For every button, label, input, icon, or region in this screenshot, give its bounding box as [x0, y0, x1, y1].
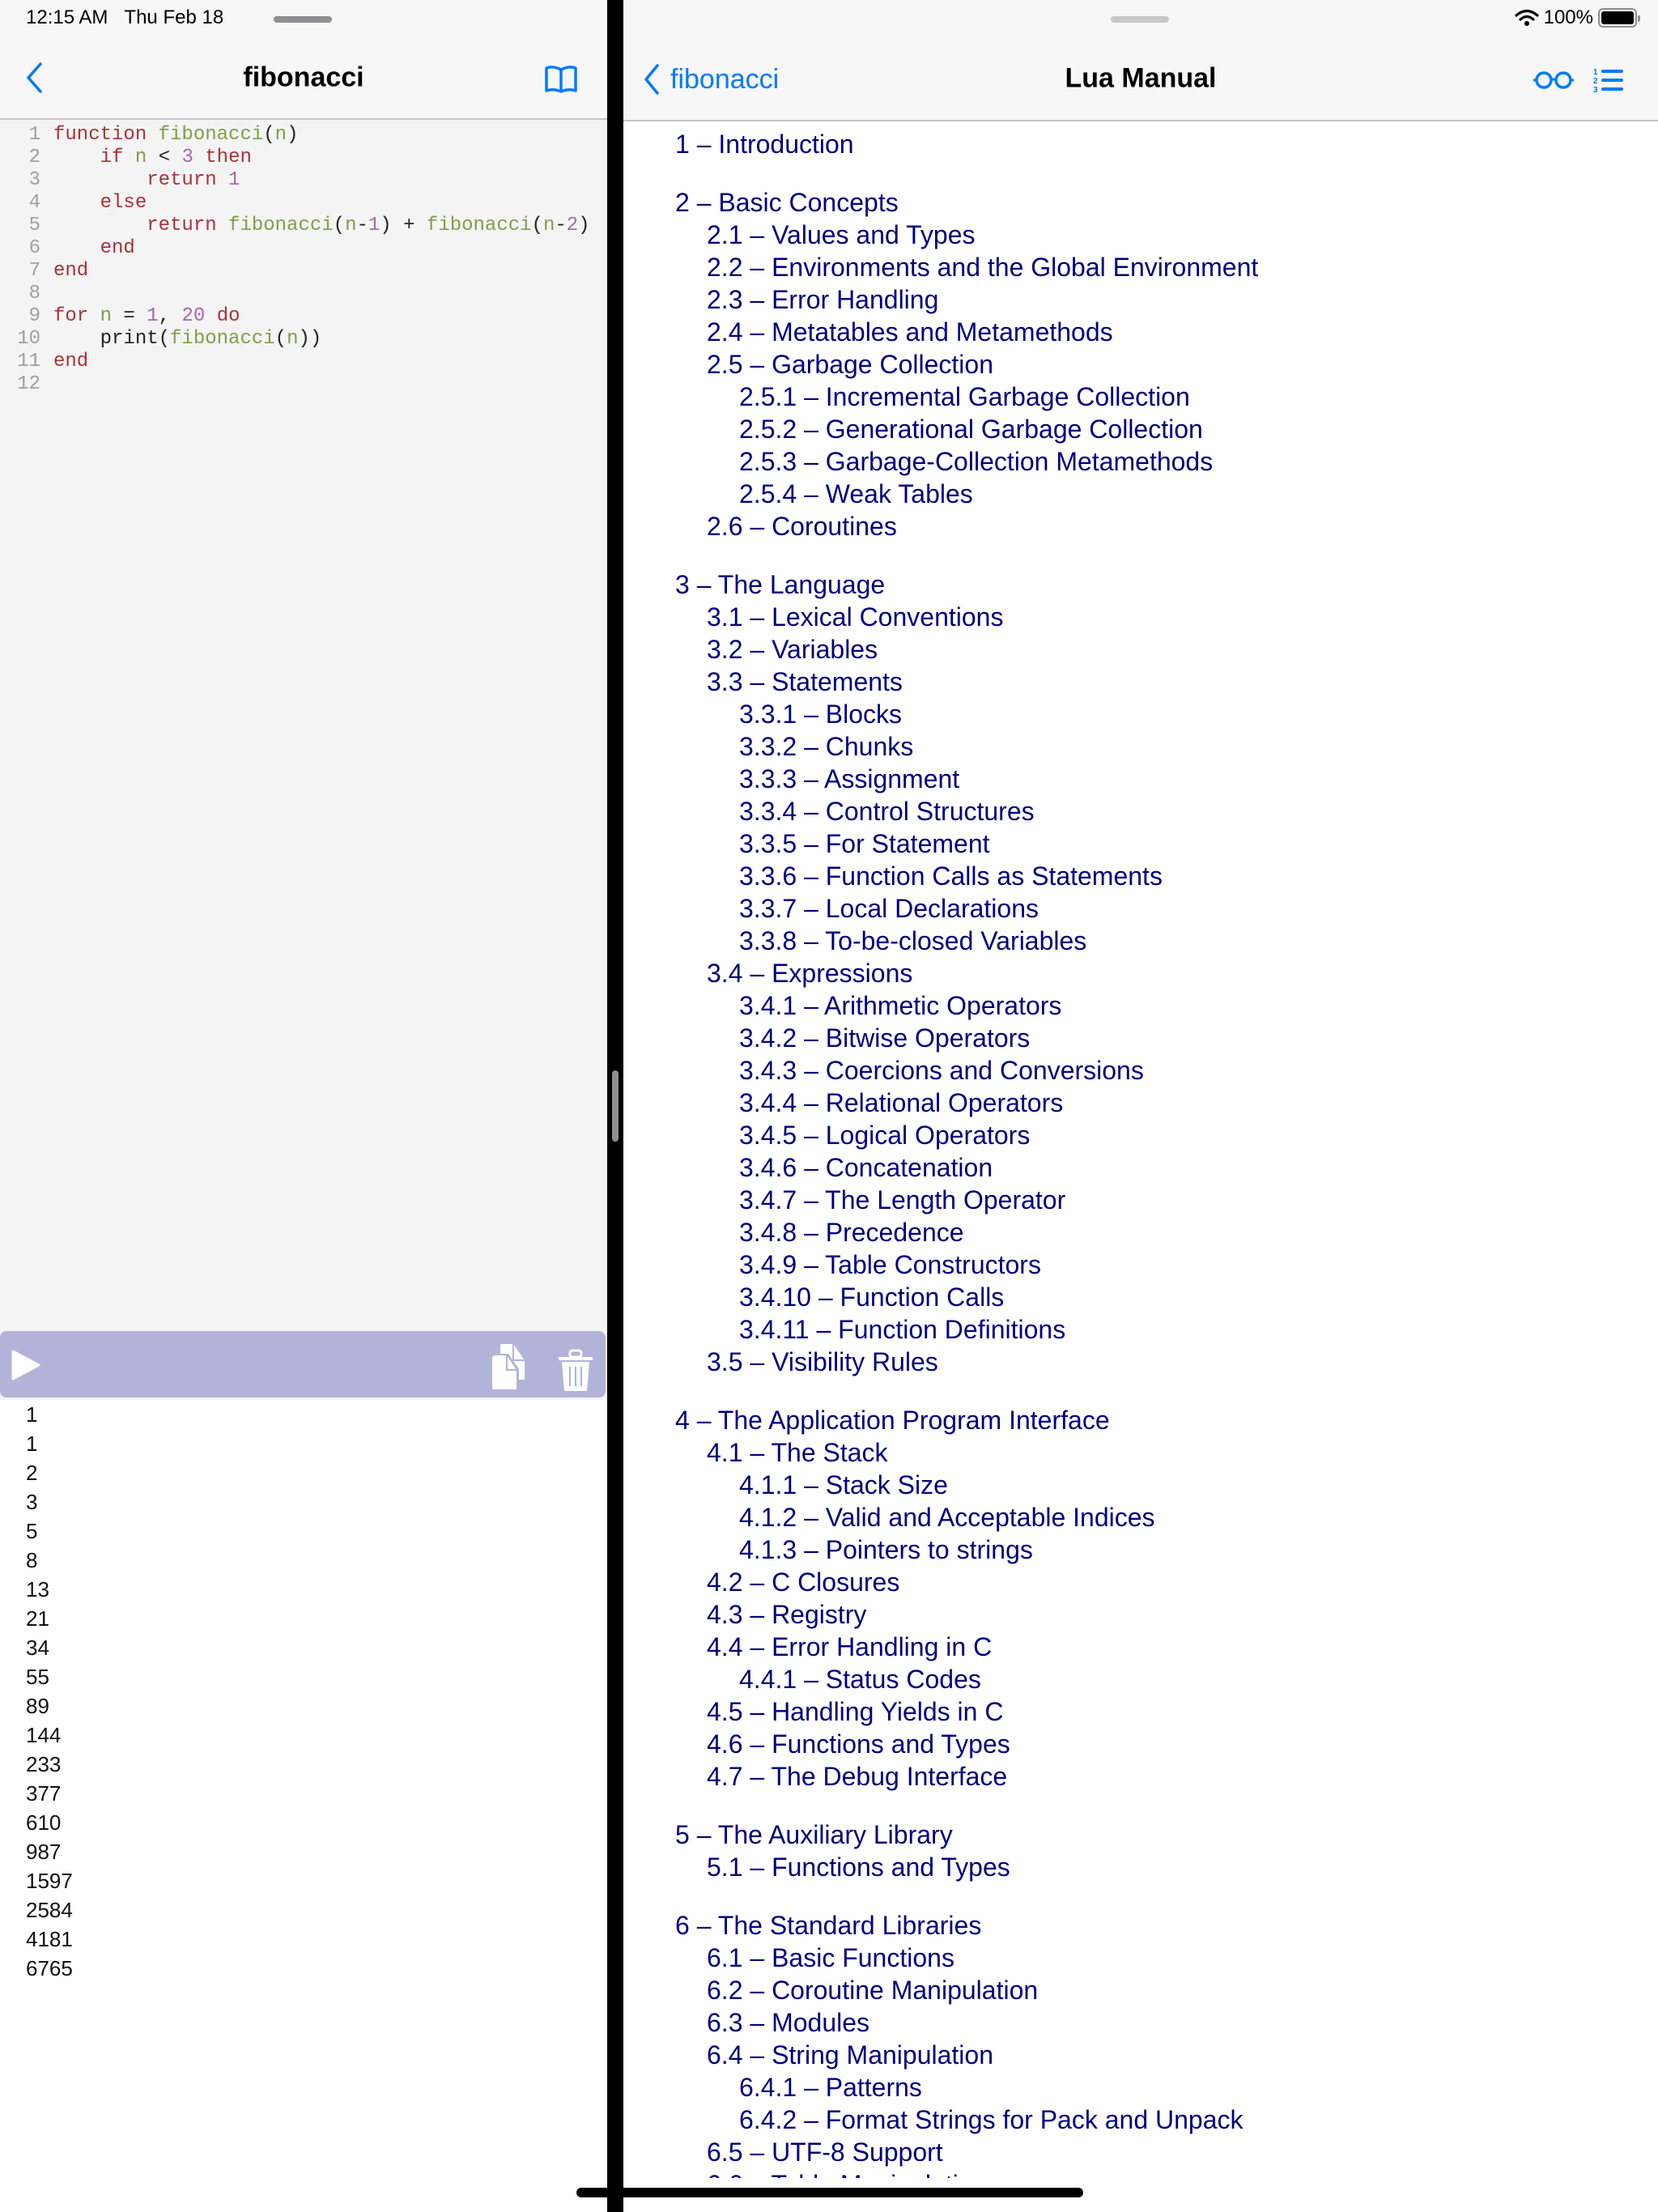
- code-text: [40, 305, 240, 328]
- code-token: fibonacci: [158, 124, 264, 146]
- toc-link[interactable]: 3.4.11 – Function Definitions: [739, 1315, 1066, 1344]
- toc-link[interactable]: 5 – The Auxiliary Library: [675, 1820, 953, 1849]
- toc-link[interactable]: 3.4.9 – Table Constructors: [739, 1250, 1041, 1279]
- code-token: [205, 305, 216, 327]
- editor-pane: [0, 0, 607, 2212]
- code-token: [88, 305, 100, 327]
- toc-link[interactable]: 1 – Introduction: [675, 130, 854, 159]
- output-line: 21: [26, 1606, 49, 1631]
- code-token: fibonacci: [170, 328, 275, 350]
- toc-link[interactable]: 2.2 – Environments and the Global Environment: [707, 253, 1259, 282]
- output-line: 987: [26, 1840, 62, 1864]
- battery-percent: 100%: [1543, 6, 1593, 28]
- manual-pane: [623, 0, 1658, 2178]
- line-number: 7: [28, 260, 40, 282]
- toc-link[interactable]: 4.1 – The Stack: [707, 1438, 888, 1467]
- code-token: if: [100, 147, 124, 168]
- toc-link[interactable]: 4.2 – C Closures: [707, 1568, 900, 1597]
- code-token: 20: [181, 305, 206, 327]
- home-indicator[interactable]: [576, 2188, 1083, 2197]
- manual-nav-bar: [623, 0, 1658, 121]
- editor-title: fibonacci: [243, 62, 364, 93]
- line-number: 4: [28, 192, 40, 214]
- svg-text:2: 2: [1593, 77, 1598, 86]
- code-token: n: [345, 215, 357, 236]
- code-token: end: [53, 260, 89, 282]
- line-number: 5: [28, 215, 40, 236]
- code-token: 1: [368, 215, 380, 236]
- code-token: ): [287, 124, 299, 146]
- toc-link[interactable]: 2 – Basic Concepts: [675, 188, 899, 217]
- toc-link[interactable]: 3.4.3 – Coercions and Conversions: [739, 1056, 1144, 1085]
- toc-link[interactable]: 3.4.7 – The Length Operator: [739, 1185, 1066, 1214]
- code-line[interactable]: [0, 237, 607, 260]
- code-token: [53, 215, 147, 236]
- toc-link[interactable]: 6.1 – Basic Functions: [707, 1943, 954, 1972]
- code-token: [217, 215, 228, 236]
- code-text: [40, 283, 53, 305]
- toc-link[interactable]: 2.5 – Garbage Collection: [707, 350, 993, 379]
- code-token: )): [298, 328, 322, 350]
- toc-link[interactable]: 4.1.3 – Pointers to strings: [739, 1535, 1033, 1564]
- code-token: 2: [566, 215, 579, 236]
- code-token: n: [542, 215, 555, 236]
- output-line: 2: [26, 1461, 38, 1485]
- line-number: 12: [17, 373, 40, 395]
- code-token: [53, 147, 100, 168]
- code-token: +: [391, 215, 427, 236]
- line-number: 2: [28, 147, 40, 168]
- toc-link[interactable]: 4.6 – Functions and Types: [707, 1729, 1010, 1759]
- toc-link[interactable]: 3.4.2 – Bitwise Operators: [739, 1023, 1031, 1053]
- toc-link[interactable]: 5.1 – Functions and Types: [707, 1853, 1010, 1882]
- toc-link[interactable]: 6.4 – String Manipulation: [707, 2040, 993, 2069]
- toc-link[interactable]: 3.4.1 – Arithmetic Operators: [739, 991, 1062, 1020]
- line-number: 6: [28, 237, 40, 259]
- toc-link[interactable]: 4.1.2 – Valid and Acceptable Indices: [739, 1503, 1155, 1532]
- output-line: 233: [26, 1752, 62, 1776]
- toc-link[interactable]: 3.3.2 – Chunks: [739, 732, 914, 761]
- code-token: [53, 192, 100, 214]
- play-icon[interactable]: [10, 1349, 42, 1381]
- book-icon[interactable]: [544, 65, 578, 94]
- code-token: [147, 124, 158, 146]
- code-token: function: [53, 124, 147, 146]
- toc-link[interactable]: 4 – The Application Program Interface: [675, 1406, 1110, 1435]
- toc-link[interactable]: 2.5.4 – Weak Tables: [739, 479, 973, 508]
- toc-link[interactable]: 3.4.5 – Logical Operators: [739, 1121, 1031, 1150]
- toc-link[interactable]: 3.4.6 – Concatenation: [739, 1153, 993, 1182]
- editor-nav-bar: [0, 0, 607, 120]
- trash-icon[interactable]: [557, 1349, 594, 1393]
- code-token: -: [356, 215, 368, 236]
- toc-link[interactable]: 4.4.1 – Status Codes: [739, 1665, 981, 1694]
- output-line: 55: [26, 1665, 49, 1689]
- code-token: return: [147, 169, 217, 191]
- toc-link[interactable]: 3 – The Language: [675, 570, 886, 599]
- line-number: 11: [17, 351, 40, 372]
- code-token: then: [205, 147, 252, 168]
- toc-link[interactable]: 2.4 – Metatables and Metamethods: [707, 317, 1113, 347]
- code-token: (: [531, 215, 543, 236]
- toc-link[interactable]: 3.3.7 – Local Declarations: [739, 894, 1039, 923]
- output-line: 377: [26, 1781, 62, 1806]
- toc-link[interactable]: 2.5.3 – Garbage-Collection Metamethods: [739, 447, 1214, 476]
- numbered-list-icon[interactable]: [1593, 66, 1624, 94]
- glasses-icon[interactable]: [1533, 70, 1574, 91]
- code-line[interactable]: [0, 124, 607, 147]
- toc-link[interactable]: 4.1.1 – Stack Size: [739, 1470, 948, 1499]
- code-token: n: [100, 305, 113, 327]
- code-token: [123, 147, 134, 168]
- code-line[interactable]: [0, 351, 607, 373]
- toc-link[interactable]: 3.3.3 – Assignment: [739, 764, 960, 793]
- code-token: end: [53, 351, 89, 372]
- output-line: 144: [26, 1723, 62, 1747]
- code-token: <: [147, 147, 182, 168]
- toc-link[interactable]: 2.5.1 – Incremental Garbage Collection: [739, 382, 1190, 411]
- code-editor[interactable]: [0, 124, 607, 396]
- output-line: 3: [26, 1490, 38, 1514]
- svg-text:1: 1: [1593, 68, 1598, 77]
- toc-link[interactable]: 6.5 – UTF-8 Support: [707, 2138, 943, 2167]
- split-view-divider[interactable]: [607, 0, 623, 2212]
- code-token: ,: [158, 305, 182, 327]
- code-token: print(: [53, 328, 171, 350]
- toc-link[interactable]: 6 – The Standard Libraries: [675, 1911, 982, 1940]
- code-line[interactable]: [0, 192, 607, 215]
- toc-link[interactable]: 3.4.8 – Precedence: [739, 1218, 964, 1247]
- code-line[interactable]: [0, 283, 607, 305]
- code-token: else: [100, 192, 147, 214]
- code-token: [217, 169, 228, 191]
- code-token: n: [134, 147, 147, 168]
- code-token: (: [274, 328, 287, 350]
- code-token: n: [274, 124, 287, 146]
- toc-link[interactable]: 2.1 – Values and Types: [707, 220, 976, 249]
- svg-text:3: 3: [1593, 86, 1598, 95]
- code-line[interactable]: [0, 169, 607, 192]
- code-token: fibonacci: [228, 215, 334, 236]
- toc-link[interactable]: 3.4.4 – Relational Operators: [739, 1088, 1064, 1117]
- line-number: 3: [28, 169, 40, 191]
- output-line: 34: [26, 1636, 49, 1660]
- line-number: 9: [28, 305, 40, 327]
- output-line: 1597: [26, 1869, 73, 1893]
- date-text: Thu Feb 18: [124, 6, 224, 28]
- code-line[interactable]: [0, 260, 607, 283]
- code-token: ): [578, 215, 590, 236]
- toc-link[interactable]: 4.3 – Registry: [707, 1600, 867, 1629]
- code-token: do: [216, 305, 240, 327]
- output-line: 6765: [26, 1956, 73, 1980]
- run-toolbar: [0, 1331, 606, 1397]
- toc-link[interactable]: 3.2 – Variables: [707, 635, 878, 664]
- toc-link[interactable]: 3.3.1 – Blocks: [739, 700, 902, 729]
- manual-title: Lua Manual: [1065, 62, 1217, 94]
- code-text: [40, 215, 590, 237]
- output-line: 5: [26, 1519, 38, 1543]
- toc-link[interactable]: 3.1 – Lexical Conventions: [707, 602, 1004, 632]
- code-token: =: [112, 305, 147, 327]
- toc-link[interactable]: 4.4 – Error Handling in C: [707, 1632, 993, 1661]
- code-token: 1: [228, 169, 240, 191]
- toc-link[interactable]: 3.3.5 – For Statement: [739, 829, 990, 858]
- code-text: [40, 237, 135, 260]
- code-token: -: [555, 215, 567, 236]
- toc-link[interactable]: 2.3 – Error Handling: [707, 285, 939, 314]
- line-number: 8: [28, 283, 40, 304]
- output-line: 1: [26, 1431, 38, 1456]
- toc-link[interactable]: 3.3.8 – To-be-closed Variables: [739, 926, 1087, 955]
- code-token: for: [53, 305, 89, 327]
- line-number: 1: [28, 124, 40, 146]
- toc-link[interactable]: 3.4 – Expressions: [707, 959, 913, 988]
- toc-link[interactable]: 3.3.4 – Control Structures: [739, 797, 1035, 826]
- code-token: 3: [181, 147, 193, 168]
- code-text: [40, 328, 321, 351]
- code-token: return: [147, 215, 217, 236]
- code-token: fibonacci: [426, 215, 532, 236]
- code-line[interactable]: [0, 305, 607, 328]
- code-line[interactable]: [0, 147, 607, 169]
- console-output: [0, 1400, 607, 2212]
- back-label: fibonacci: [670, 63, 780, 95]
- code-text: [40, 260, 88, 283]
- code-text: [40, 147, 252, 169]
- code-token: end: [100, 237, 135, 259]
- toc-link[interactable]: 3.4.10 – Function Calls: [739, 1283, 1005, 1312]
- code-text: [40, 192, 147, 215]
- code-text: [40, 373, 53, 396]
- code-text: [40, 351, 88, 373]
- toc-link[interactable]: 4.7 – The Debug Interface: [707, 1762, 1008, 1791]
- output-line: 1: [26, 1402, 38, 1427]
- toc-link[interactable]: 4.5 – Handling Yields in C: [707, 1697, 1004, 1726]
- code-token: 1: [147, 305, 159, 327]
- code-token: (: [263, 124, 275, 146]
- toc-link[interactable]: 6.2 – Coroutine Manipulation: [707, 1976, 1039, 2005]
- code-token: [53, 237, 100, 259]
- time-text: 12:15 AM: [26, 6, 108, 28]
- line-number: 10: [17, 328, 40, 350]
- output-line: 8: [26, 1548, 38, 1572]
- code-token: (: [333, 215, 346, 236]
- toc-link[interactable]: 6.4.1 – Patterns: [739, 2073, 922, 2102]
- output-line: 13: [26, 1577, 49, 1602]
- toc-link[interactable]: 6.4.2 – Format Strings for Pack and Unpack: [739, 2105, 1244, 2134]
- toc-link[interactable]: 3.5 – Visibility Rules: [707, 1347, 938, 1376]
- code-token: [193, 147, 205, 168]
- code-line[interactable]: [0, 373, 607, 396]
- output-line: 610: [26, 1810, 62, 1835]
- code-text: [40, 169, 240, 192]
- toc-link[interactable]: 2.6 – Coroutines: [707, 512, 897, 541]
- output-line: 4181: [26, 1927, 73, 1951]
- toc-link[interactable]: 6.3 – Modules: [707, 2008, 870, 2037]
- code-line[interactable]: [0, 215, 607, 237]
- code-token: n: [287, 328, 299, 350]
- copy-icon[interactable]: [484, 1342, 526, 1391]
- code-text: [40, 124, 298, 147]
- table-of-contents: [623, 128, 1658, 2170]
- toc-link[interactable]: 2.5.2 – Generational Garbage Collection: [739, 415, 1203, 444]
- divider-drag-handle[interactable]: [612, 1070, 619, 1142]
- code-token: ): [380, 215, 392, 236]
- output-line: 89: [26, 1694, 49, 1718]
- toc-link[interactable]: 3.3.6 – Function Calls as Statements: [739, 861, 1163, 891]
- output-line: 2584: [26, 1898, 73, 1922]
- code-line[interactable]: [0, 328, 607, 351]
- toc-link[interactable]: 3.3 – Statements: [707, 667, 903, 696]
- code-token: [53, 169, 147, 191]
